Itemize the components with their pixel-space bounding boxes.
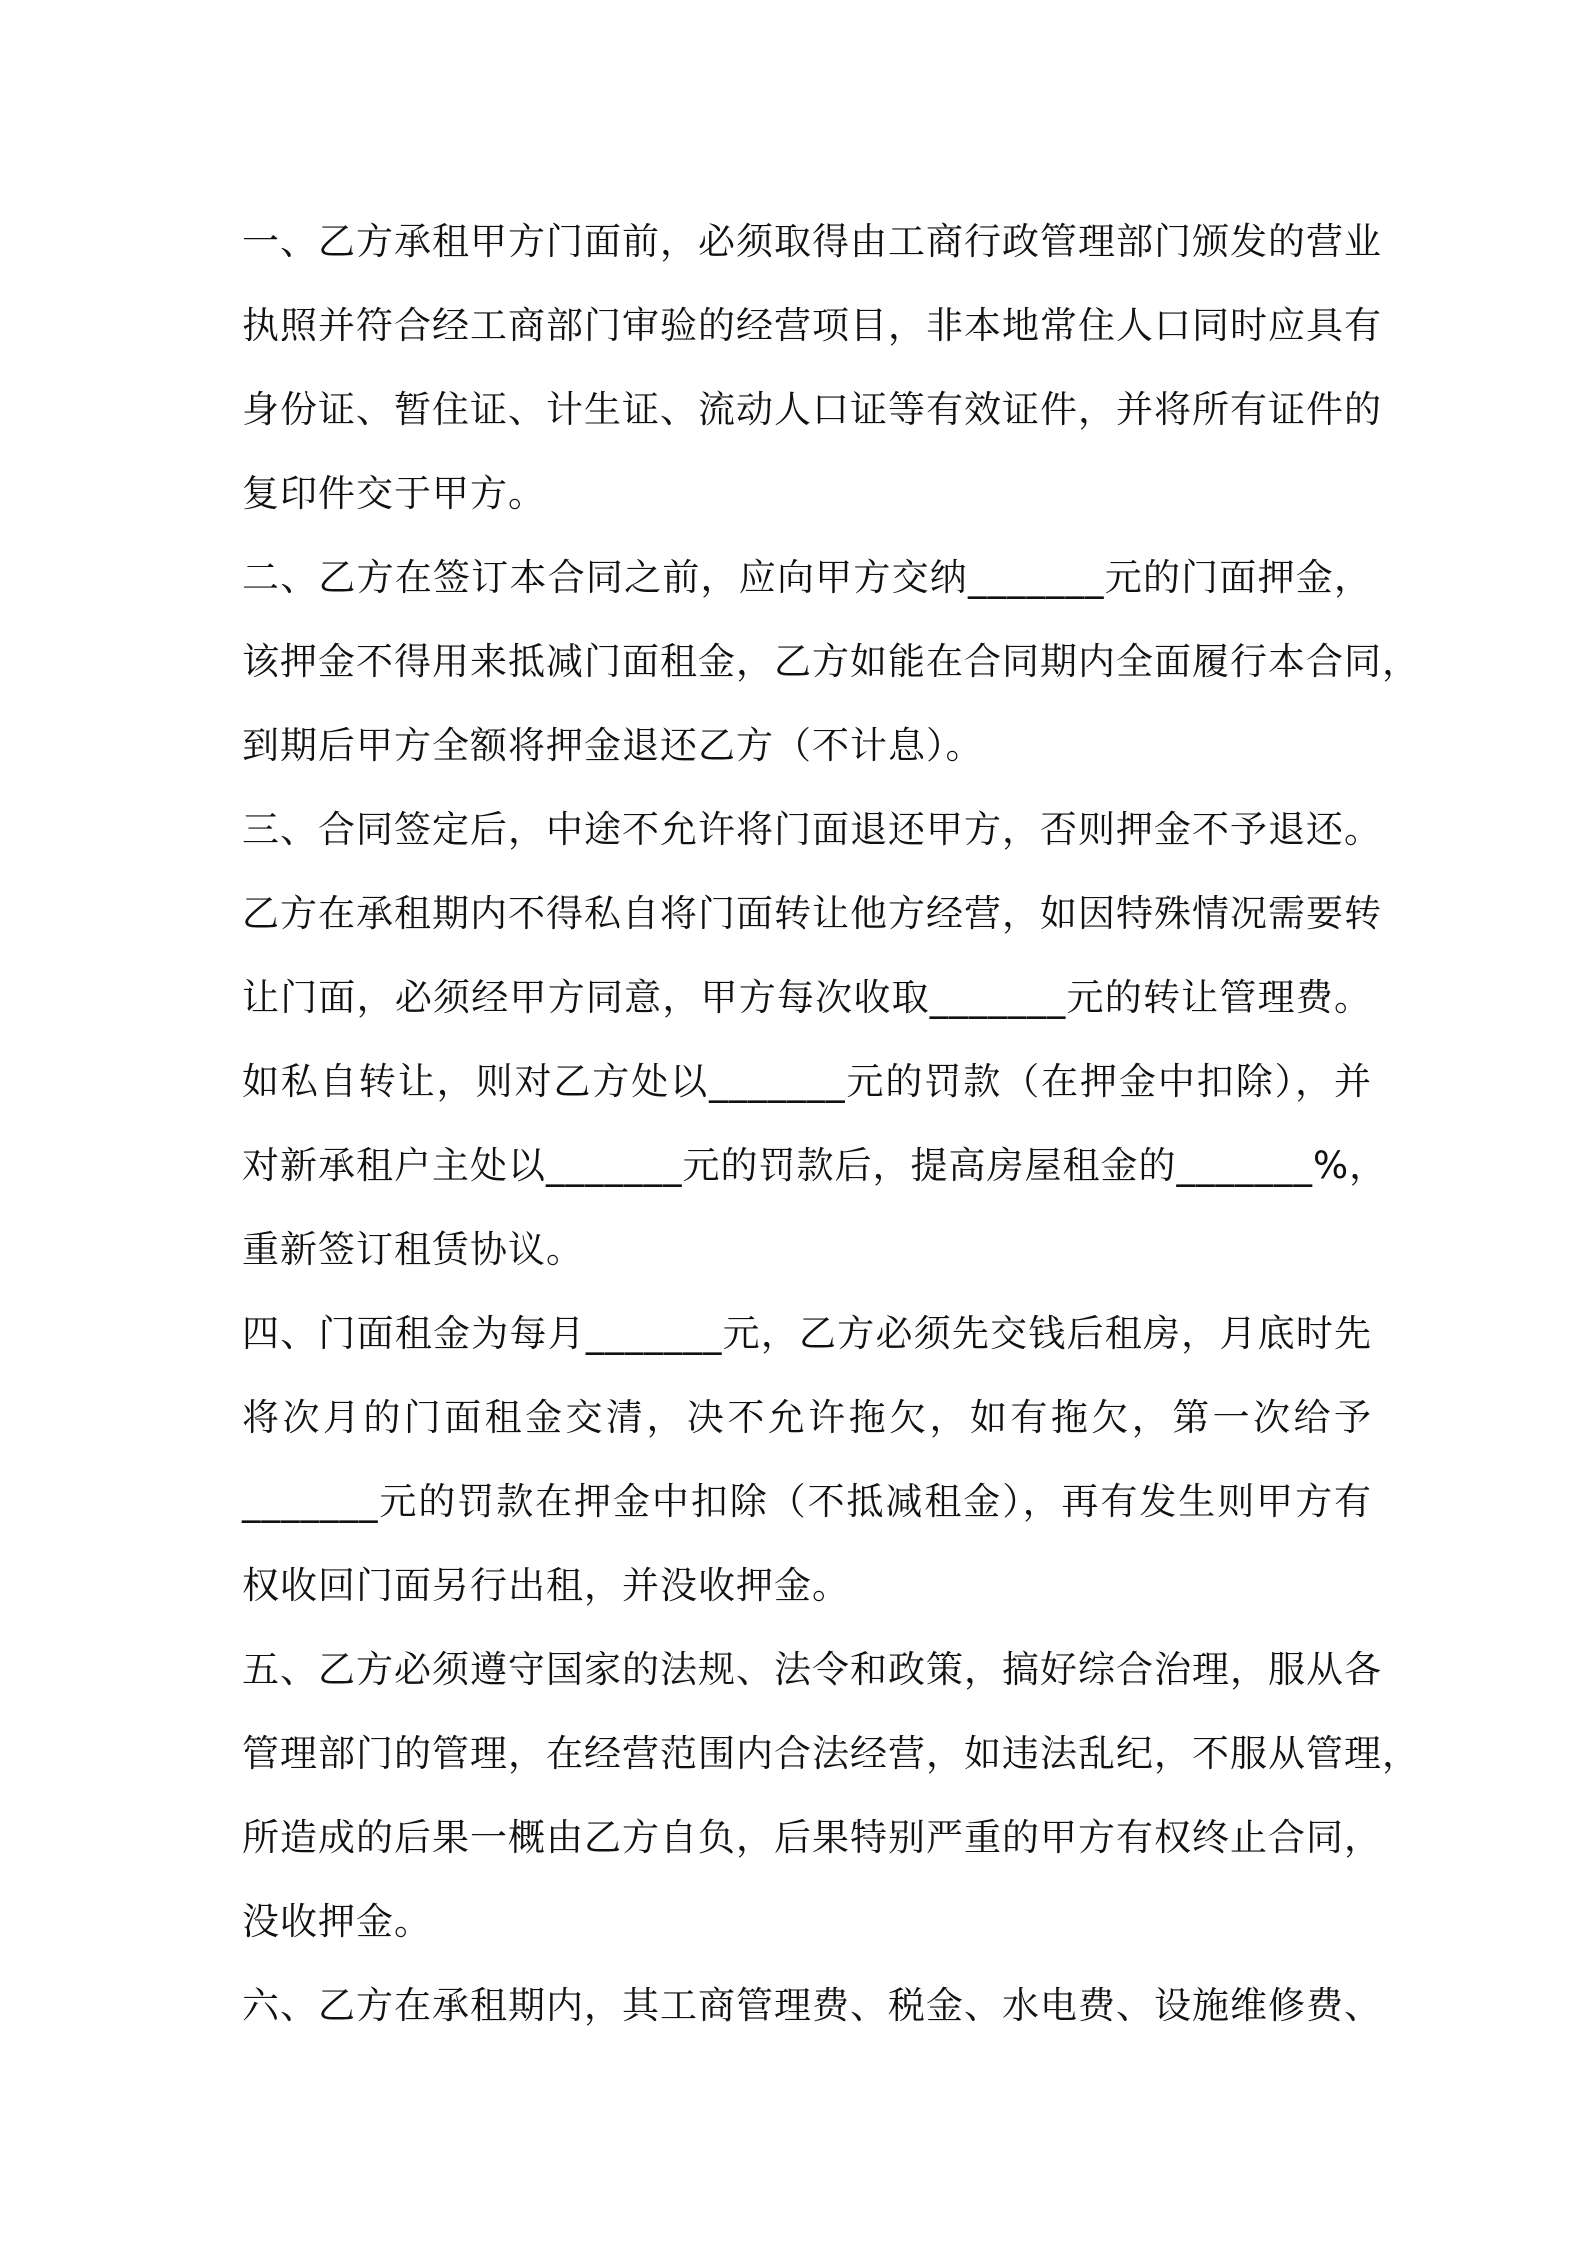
clause-3-line-1: 三、合同签定后，中途不允许将门面退还甲方，否则押金不予退还。 [242, 808, 1382, 851]
clause-5-line-1: 五、乙方必须遵守国家的法规、法令和政策，搞好综合治理，服从各 [242, 1648, 1382, 1691]
clause-4-line-3: _______元的罚款在押金中扣除（不抵减租金），再有发生则甲方有 [242, 1480, 1372, 1523]
clause-2-line-1: 二、乙方在签订本合同之前，应向甲方交纳_______元的门面押金， [242, 556, 1372, 599]
clause-3-line-6: 重新签订租赁协议。 [242, 1228, 584, 1271]
clause-5-line-3: 所造成的后果一概由乙方自负，后果特别严重的甲方有权终止合同， [242, 1816, 1382, 1859]
clause-4-line-2: 将次月的门面租金交清，决不允许拖欠，如有拖欠，第一次给予 [242, 1396, 1372, 1439]
clause-3-line-3: 让门面，必须经甲方同意，甲方每次收取_______元的转让管理费。 [242, 976, 1372, 1019]
clause-3 [242, 788, 1388, 1292]
clause-3-line-2: 乙方在承租期内不得私自将门面转让他方经营，如因特殊情况需要转 [242, 892, 1382, 935]
contract-body [242, 200, 1420, 2048]
clause-2-line-2: 该押金不得用来抵减门面租金，乙方如能在合同期内全面履行本合同， [242, 640, 1420, 683]
clause-2-line-3: 到期后甲方全额将押金退还乙方（不计息）。 [242, 724, 984, 767]
clause-5-line-2: 管理部门的管理，在经营范围内合法经营，如违法乱纪，不服从管理， [242, 1732, 1420, 1775]
clause-4-line-1: 四、门面租金为每月_______元，乙方必须先交钱后租房，月底时先 [242, 1312, 1372, 1355]
clause-5 [242, 1628, 1420, 1964]
clause-2 [242, 536, 1420, 788]
clause-3-line-4: 如私自转让，则对乙方处以_______元的罚款（在押金中扣除），并 [242, 1060, 1372, 1103]
clause-1-line-1: 一、乙方承租甲方门面前，必须取得由工商行政管理部门颁发的营业 [242, 220, 1382, 263]
clause-6 [242, 1964, 1382, 2048]
clause-4 [242, 1292, 1372, 1628]
clause-6-line-1: 六、乙方在承租期内，其工商管理费、税金、水电费、设施维修费、 [242, 1984, 1382, 2027]
clause-5-line-4: 没收押金。 [242, 1900, 432, 1943]
clause-1-line-4: 复印件交于甲方。 [242, 472, 546, 515]
clause-1-line-3: 身份证、暂住证、计生证、流动人口证等有效证件，并将所有证件的 [242, 388, 1382, 431]
clause-1 [242, 200, 1382, 536]
clause-1-line-2: 执照并符合经工商部门审验的经营项目，非本地常住人口同时应具有 [242, 304, 1382, 347]
clause-4-line-4: 权收回门面另行出租，并没收押金。 [242, 1564, 850, 1607]
clause-3-line-5: 对新承租户主处以_______元的罚款后，提高房屋租金的_______%， [242, 1144, 1388, 1187]
